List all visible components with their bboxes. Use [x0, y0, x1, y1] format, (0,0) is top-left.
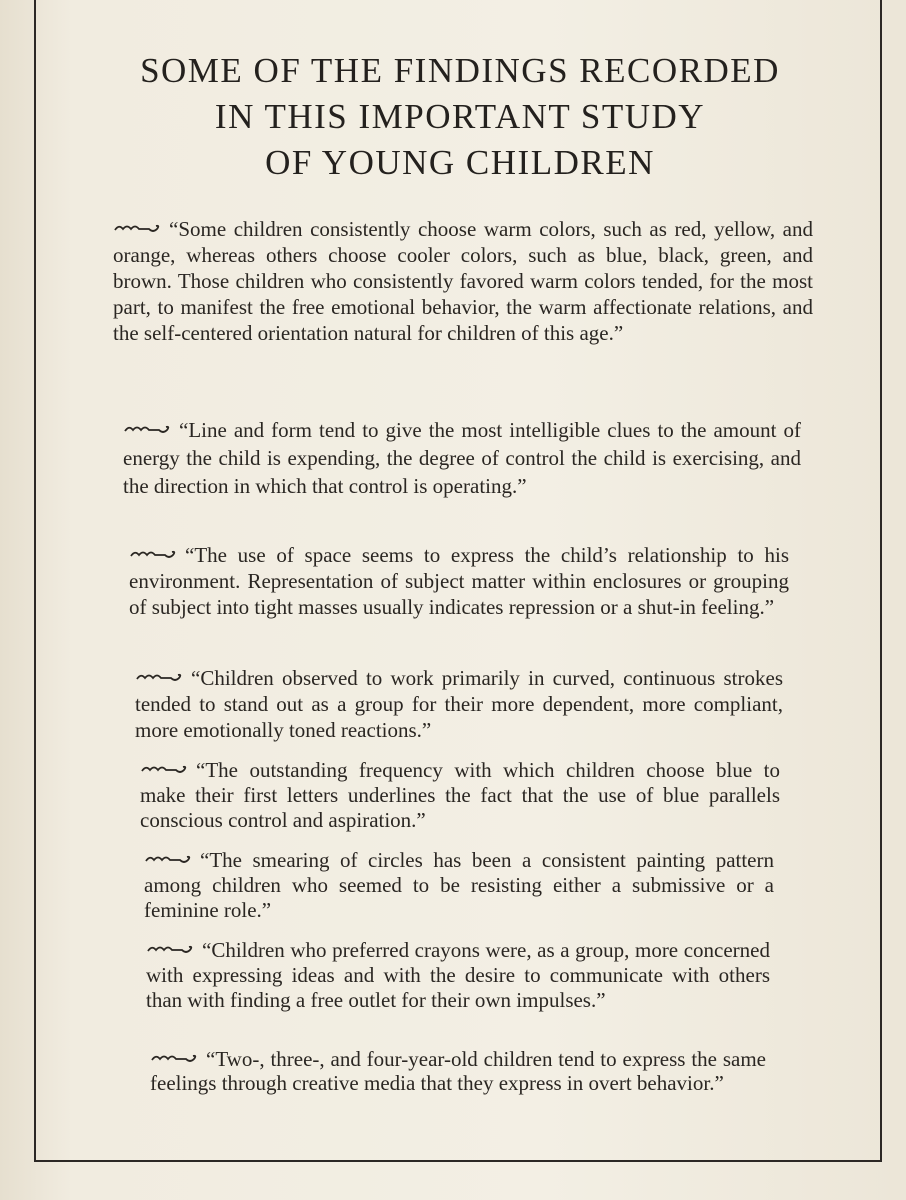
finding-text: “The use of space seems to express the child’s relationship to his environment. Representation of subject matter within enclosures or grouping of subject into tight masses usually indicates repression or a shut-in feeling.”	[129, 543, 789, 619]
flourish-ornament-icon	[113, 221, 163, 235]
flourish-ornament-icon	[150, 1051, 200, 1065]
finding-text: “The smearing of circles has been a consistent painting pattern among children who seemed to be resisting either a submissive or a feminine role.”	[144, 848, 774, 922]
finding-item	[135, 665, 783, 743]
finding-item	[113, 216, 813, 346]
flourish-ornament-icon	[144, 852, 194, 866]
finding-item	[146, 938, 770, 1013]
finding-text: “Some children consistently choose warm colors, such as red, yellow, and orange, whereas others choose cooler colors, such as blue, black, green, and brown. Those children who consistently favored warm colors tended, for the most part, to manifest the free emotional behavior, the warm affectionate relations, and the self-centered orientation natural for children of this age.”	[113, 217, 813, 345]
finding-text: “The outstanding frequency with which children choose blue to make their first letters underlines the fact that the use of blue parallels conscious control and aspiration.”	[140, 758, 780, 832]
finding-item	[144, 848, 774, 923]
flourish-ornament-icon	[146, 942, 196, 956]
heading-line-1: SOME OF THE FINDINGS RECORDED	[140, 51, 780, 90]
finding-text: “Children observed to work primarily in curved, continuous strokes tended to stand out as a group for their more dependent, more compliant, more emotionally toned reactions.”	[135, 666, 783, 742]
finding-text: “Children who preferred crayons were, as a group, more concerned with expressing ideas and with the desire to communicate with others than with finding a free outlet for their own impulses.”	[146, 938, 770, 1012]
flourish-ornament-icon	[129, 547, 179, 561]
flourish-ornament-icon	[123, 422, 173, 436]
finding-text: “Two-, three-, and four-year-old children tend to express the same feelings through creative media that they express in overt behavior.”	[150, 1047, 766, 1095]
heading-line-3: OF YOUNG CHILDREN	[265, 143, 655, 182]
finding-item	[129, 542, 789, 620]
finding-item	[150, 1047, 766, 1095]
finding-text: “Line and form tend to give the most intelligible clues to the amount of energy the child is expending, the degree of control the child is exercising, and the direction in which that control is operating.”	[123, 418, 801, 498]
finding-item	[140, 758, 780, 833]
flourish-ornament-icon	[135, 670, 185, 684]
heading-line-2: IN THIS IMPORTANT STUDY	[214, 97, 706, 136]
finding-item	[123, 416, 801, 500]
flourish-ornament-icon	[140, 762, 190, 776]
